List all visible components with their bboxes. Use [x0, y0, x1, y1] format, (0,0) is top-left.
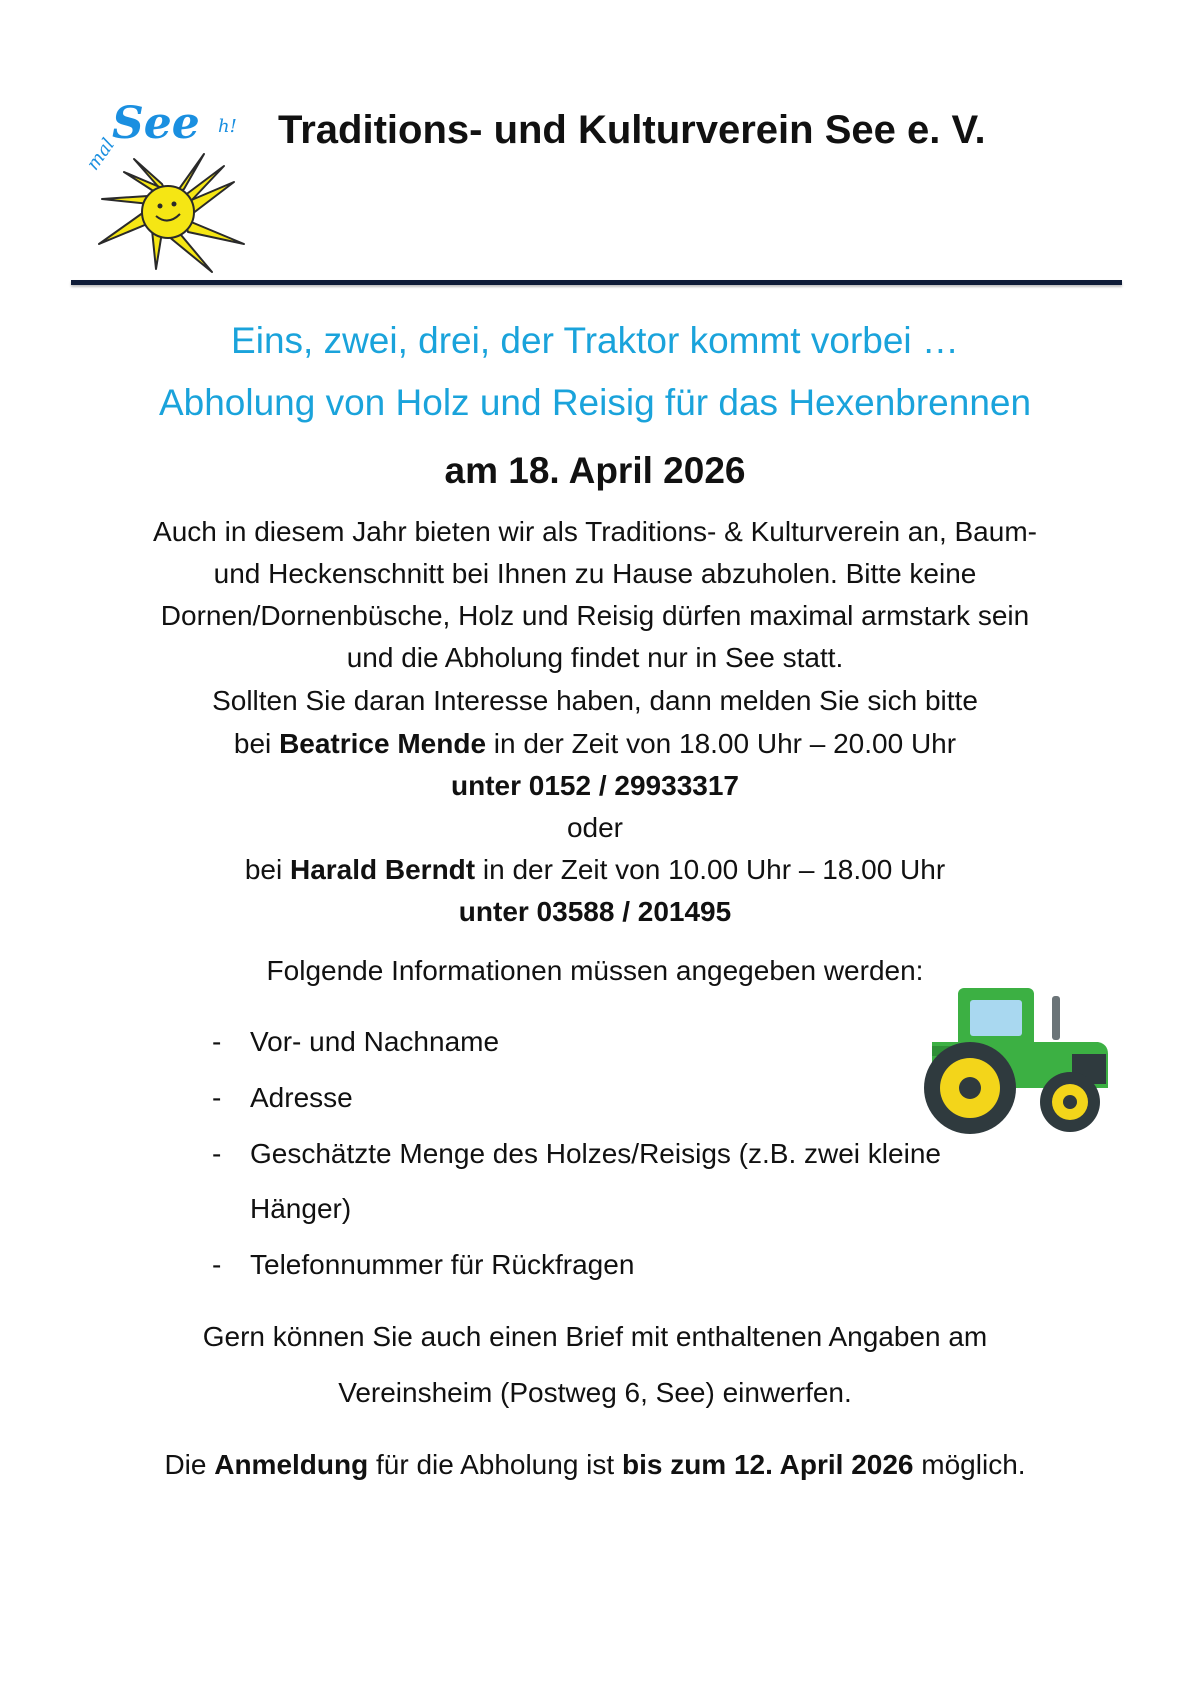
list-dash: - — [212, 1138, 222, 1169]
intro-line-1: Auch in diesem Jahr bieten wir als Traditions- & Kulturverein an, Baum- — [153, 516, 1037, 547]
registration-bold-1: Anmeldung — [214, 1449, 369, 1480]
intro-line-5: Sollten Sie daran Interesse haben, dann melden Sie sich bitte — [212, 685, 978, 716]
registration-deadline-date: bis zum 12. April 2026 — [621, 1449, 914, 1480]
or-text: oder — [566, 812, 624, 843]
list-item: Telefonnummer für Rückfragen — [250, 1249, 635, 1280]
logo-text-left: mal — [82, 134, 120, 175]
registration-part-1: Die — [164, 1449, 215, 1480]
event-date-heading: am 18. April 2026 — [444, 450, 746, 491]
contact-1-phone: unter 0152 / 29933317 — [451, 770, 739, 801]
list-dash: - — [212, 1026, 222, 1057]
contact-2-prefix: bei — [244, 854, 290, 885]
tractor-icon — [922, 988, 1118, 1138]
intro-line-3: Dornen/Dornenbüsche, Holz und Reisig dürfen maximal armstark sein — [160, 600, 1030, 631]
contact-1-line — [0, 728, 1190, 760]
list-dash: - — [212, 1249, 222, 1280]
headline-line-2: Abholung von Holz und Reisig für das Hexenbrennen — [158, 382, 1032, 423]
contact-1-name: Beatrice Mende — [279, 728, 487, 759]
club-name-title: Traditions- und Kulturverein See e. V. — [278, 108, 986, 152]
club-logo — [82, 98, 254, 274]
registration-part-2: für die Abholung ist — [368, 1449, 622, 1480]
intro-line-2: und Heckenschnitt bei Ihnen zu Hause abzuholen. Bitte keine — [213, 558, 977, 589]
info-heading: Folgende Informationen müssen angegeben werden: — [266, 955, 924, 986]
intro-line-4: und die Abholung findet nur in See statt. — [346, 642, 844, 673]
contact-2-time: in der Zeit von 10.00 Uhr – 18.00 Uhr — [475, 854, 946, 885]
headline-line-1: Eins, zwei, drei, der Traktor kommt vorbei … — [231, 320, 959, 361]
registration-part-3: möglich. — [913, 1449, 1026, 1480]
header-divider — [71, 280, 1122, 285]
contact-1-prefix: bei — [233, 728, 280, 759]
list-item-continuation: Hänger) — [250, 1193, 352, 1224]
logo-text-main: See — [112, 98, 200, 149]
contact-2-line — [0, 854, 1190, 886]
contact-1-time: in der Zeit von 18.00 Uhr – 20.00 Uhr — [486, 728, 957, 759]
letter-line-2: Vereinsheim (Postweg 6, See) einwerfen. — [338, 1377, 852, 1408]
list-dash: - — [212, 1082, 222, 1113]
logo-text-right: h! — [218, 116, 237, 137]
contact-2-name: Harald Berndt — [289, 854, 476, 885]
list-item: Geschätzte Menge des Holzes/Reisigs (z.B. zwei kleine — [250, 1138, 941, 1169]
contact-2-phone: unter 03588 / 201495 — [458, 896, 732, 927]
list-item: Vor- und Nachname — [250, 1026, 500, 1057]
list-item: Adresse — [250, 1082, 353, 1113]
letter-line-1: Gern können Sie auch einen Brief mit enthaltenen Angaben am — [202, 1321, 988, 1352]
registration-deadline — [0, 1449, 1190, 1481]
